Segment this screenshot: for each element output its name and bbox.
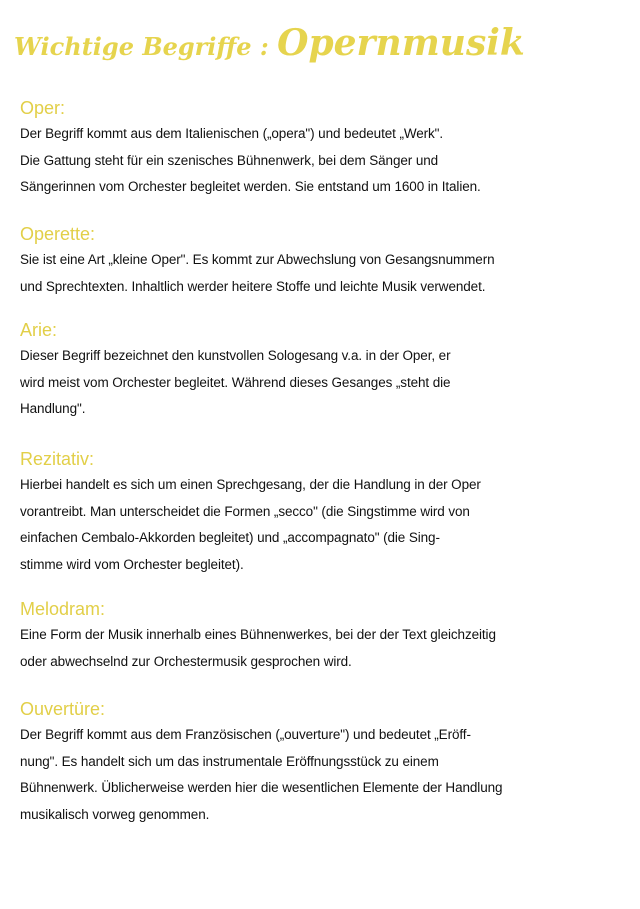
section-heading: Arie:	[20, 320, 58, 340]
text-line: nung". Es handelt sich um das instrumentale Eröffnungsstück zu einem	[20, 753, 439, 769]
text-line: Der Begriff kommt aus dem Französischen („ouverture") und bedeutet „Eröff-	[20, 727, 471, 742]
section-ouvertuere	[20, 697, 632, 828]
text-line: Handlung".	[20, 401, 86, 416]
text-line: wird meist vom Orchester begleitet. Während dieses Gesanges „steht die	[20, 374, 451, 390]
text-line: vorantreibt. Man unterscheidet die Formen „secco" (die Singstimme wird von	[20, 503, 470, 519]
text-line: Sängerinnen vom Orchester begleitet werden. Sie entstand um 1600 in Italien.	[20, 179, 481, 194]
section-rezitativ	[20, 447, 632, 578]
text-line: Der Begriff kommt aus dem Italienischen („opera") und bedeutet „Werk".	[20, 126, 444, 141]
title-prefix: Wichtige Begriffe :	[14, 32, 269, 61]
section-heading: Operette:	[20, 224, 96, 244]
section-heading: Melodram:	[20, 599, 106, 619]
section-arie	[20, 318, 632, 423]
text-line: stimme wird vom Orchester begleitet).	[20, 556, 244, 572]
text-line: Die Gattung steht für ein szenisches Bühnenwerk, bei dem Sänger und	[20, 152, 439, 168]
text-line: einfachen Cembalo-Akkorden begleitet) und „accompagnato" (die Sing-	[20, 530, 440, 545]
section-melodram	[20, 597, 632, 675]
text-line: Bühnenwerk. Üblicherweise werden hier die wesentlichen Elemente der Handlung	[20, 780, 503, 795]
section-heading: Ouvertüre:	[20, 699, 106, 719]
text-line: Eine Form der Musik innerhalb eines Bühnenwerkes, bei der der Text gleichzeitig	[20, 627, 496, 642]
section-operette	[20, 222, 632, 300]
section-heading: Rezitativ:	[20, 449, 95, 469]
title-main: Opernmusik	[277, 22, 525, 64]
section-oper	[20, 96, 632, 201]
page-title	[14, 22, 626, 64]
text-line: Hierbei handelt es sich um einen Sprechgesang, der die Handlung in der Oper	[20, 477, 481, 492]
text-line: und Sprechtexten. Inhaltlich werder heitere Stoffe und leichte Musik verwendet.	[20, 278, 486, 294]
section-heading: Oper:	[20, 98, 66, 118]
text-line: oder abwechselnd zur Orchestermusik gesprochen wird.	[20, 653, 352, 669]
text-line: Dieser Begriff bezeichnet den kunstvollen Sologesang v.a. in der Oper, er	[20, 348, 451, 363]
text-line: Sie ist eine Art „kleine Oper". Es kommt zur Abwechslung von Gesangsnummern	[20, 252, 495, 267]
text-line: musikalisch vorweg genommen.	[20, 806, 210, 822]
